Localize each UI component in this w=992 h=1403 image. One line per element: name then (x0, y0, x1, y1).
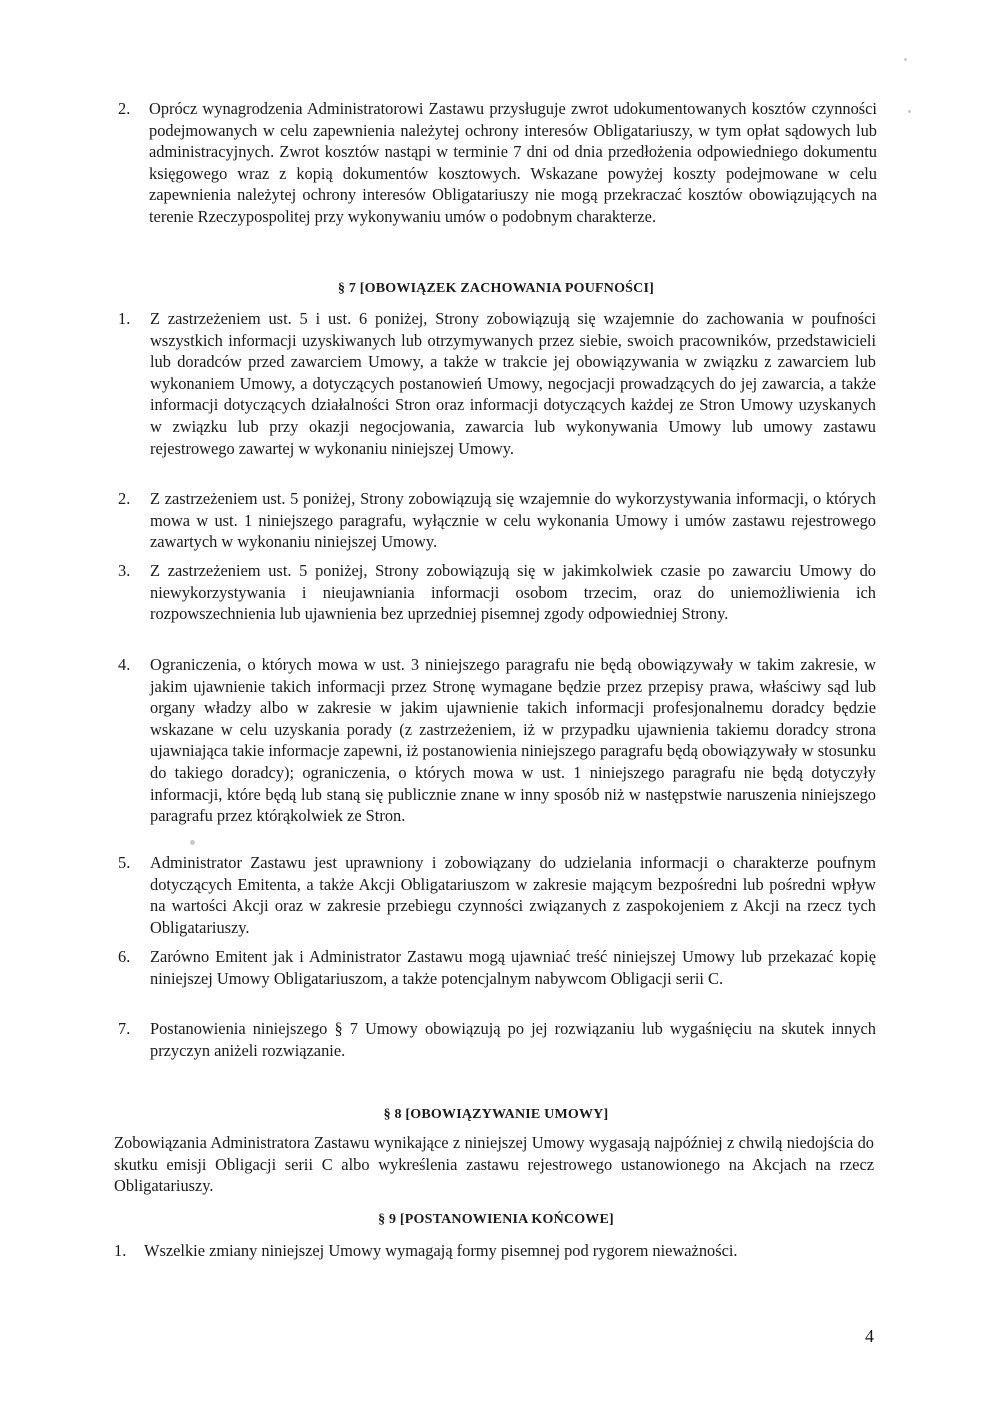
list-number: 7. (118, 1019, 131, 1038)
section-7-heading: § 7 [OBOWIĄZEK ZACHOWANIA POUFNOŚCI] (337, 281, 654, 296)
list-item-text: Z zastrzeżeniem ust. 5 i ust. 6 poniżej, Strony zobowiązują się wzajemnie do zachowania w poufności wszystkich informacji uzyskiwanych lub otrzymywanych przez siebie, swoich pracowników, przedstawicieli lub doradców przed zawarciem Umowy, a także w trakcie jej obowiązywania w związku z zawarciem lub wykonaniem Umowy, a dotyczących postanowień Umowy, negocjacji prowadzących do jej zawarcia, a także informacji dotyczących działalności Stron oraz informacji dotyczących każdej ze Stron Umowy uzyskanych w związku lub przy okazji negocjowania, zawarcia lub wykonywania Umowy lub umowy zastawu rejestrowego zawartej w wykonaniu niniejszej Umowy. (150, 309, 876, 458)
list-item-text: Ograniczenia, o których mowa w ust. 3 niniejszego paragrafu nie będą obowiązywały w takim zakresie, w jakim ujawnienie takich informacji przez Stronę wymagane będzie przez przepisy prawa, właściwy sąd lub organy władzy albo w zakresie w jakim ujawnienie takich informacji profesjonalnemu doradcy będzie wskazane w celu uzyskania porady (z zastrzeżeniem, iż w przypadku ujawnienia takiemu doradcy strona ujawniająca takie informacje zapewni, iż postanowienia niniejszego paragrafu będą obowiązywały w stosunku do takiego doradcy); ograniczenia, o których mowa w ust. 1 niniejszego paragrafu nie będą dotyczyły informacji, które będą lub staną się publicznie znane w inny sposób niż w następstwie naruszenia niniejszego paragrafu przez którąkolwiek ze Stron. (150, 655, 876, 826)
list-item-text: Administrator Zastawu jest uprawniony i zobowiązany do udzielania informacji o charakterze poufnym dotyczących Emitenta, a także Akcji Obligatariuszom w zakresie mającym bezpośredni lub pośredni wpływ na wartości Akcji oraz w zakresie przebiegu czynności związanych z zaspokojeniem z Akcji na rzecz tych Obligatariuszy. (150, 853, 876, 937)
list-number: 1. (114, 1241, 127, 1260)
list-item-text: Wszelkie zmiany niniejszej Umowy wymagają formy pisemnej pod rygorem nieważności. (144, 1241, 738, 1260)
section-9-heading: § 9 [POSTANOWIENIA KOŃCOWE] (378, 1212, 614, 1227)
list-number: 1. (118, 309, 131, 328)
scan-speck (190, 840, 195, 845)
list-item-text: Zarówno Emitent jak i Administrator Zastawu mogą ujawniać treść niniejszej Umowy lub przekazać kopię niniejszej Umowy Obligatariuszom, a także potencjalnym nabywcom Obligacji serii C. (150, 947, 876, 988)
page-number: 4 (865, 1326, 874, 1346)
list-number: 5. (118, 853, 131, 872)
list-number: 6. (118, 947, 131, 966)
list-number: 4. (118, 655, 131, 674)
list-item-text: Z zastrzeżeniem ust. 5 poniżej, Strony zobowiązują się wzajemnie do wykorzystywania informacji, o których mowa w ust. 1 niniejszego paragrafu, wyłącznie w celu wykonania Umowy i umów zastawu rejestrowego zawartych w wykonaniu niniejszej Umowy. (150, 489, 876, 552)
list-number: 2. (118, 489, 131, 508)
list-number: 3. (118, 561, 131, 580)
list-item-text: Postanowienia niniejszego § 7 Umowy obowiązują po jej rozwiązaniu lub wygaśnięciu na skutek innych przyczyn aniżeli rozwiązanie. (150, 1019, 876, 1060)
scan-speck (904, 58, 907, 61)
list-item-text: Z zastrzeżeniem ust. 5 poniżej, Strony zobowiązują się w jakimkolwiek czasie po zawarciu Umowy do niewykorzystywania i nieujawniania informacji osobom trzecim, oraz do uniemożliwienia ich rozpowszechnienia lub ujawnienia bez uprzedniej pisemnej zgody odpowiedniej Strony. (150, 561, 876, 624)
section-8-heading: § 8 [OBOWIĄZYWANIE UMOWY] (383, 1107, 609, 1122)
section-8-text: Zobowiązania Administratora Zastawu wynikające z niniejszej Umowy wygasają najpóźniej z chwilą niedojścia do skutku emisji Obligacji serii C albo wykreślenia zastawu rejestrowego ustanowionego na Akcjach na rzecz Obligatariuszy. (114, 1133, 874, 1196)
list-item-text: Oprócz wynagrodzenia Administratorowi Zastawu przysługuje zwrot udokumentowanych kosztów czynności podejmowanych w celu zapewnienia należytej ochrony interesów Obligatariuszy, w tym opłat sądowych lub administracyjnych. Zwrot kosztów nastąpi w terminie 7 dni od dnia przedłożenia odpowiedniego dokumentu księgowego wraz z kopią dokumentów kosztowych. Wskazane powyżej koszty podejmowane w celu zapewnienia należytej ochrony interesów Obligatariuszy nie mogą przekraczać kosztów obowiązujących na terenie Rzeczypospolitej przy wykonywaniu umów o podobnym charakterze. (149, 99, 877, 226)
list-number: 2. (118, 99, 131, 118)
scan-speck (908, 110, 911, 113)
